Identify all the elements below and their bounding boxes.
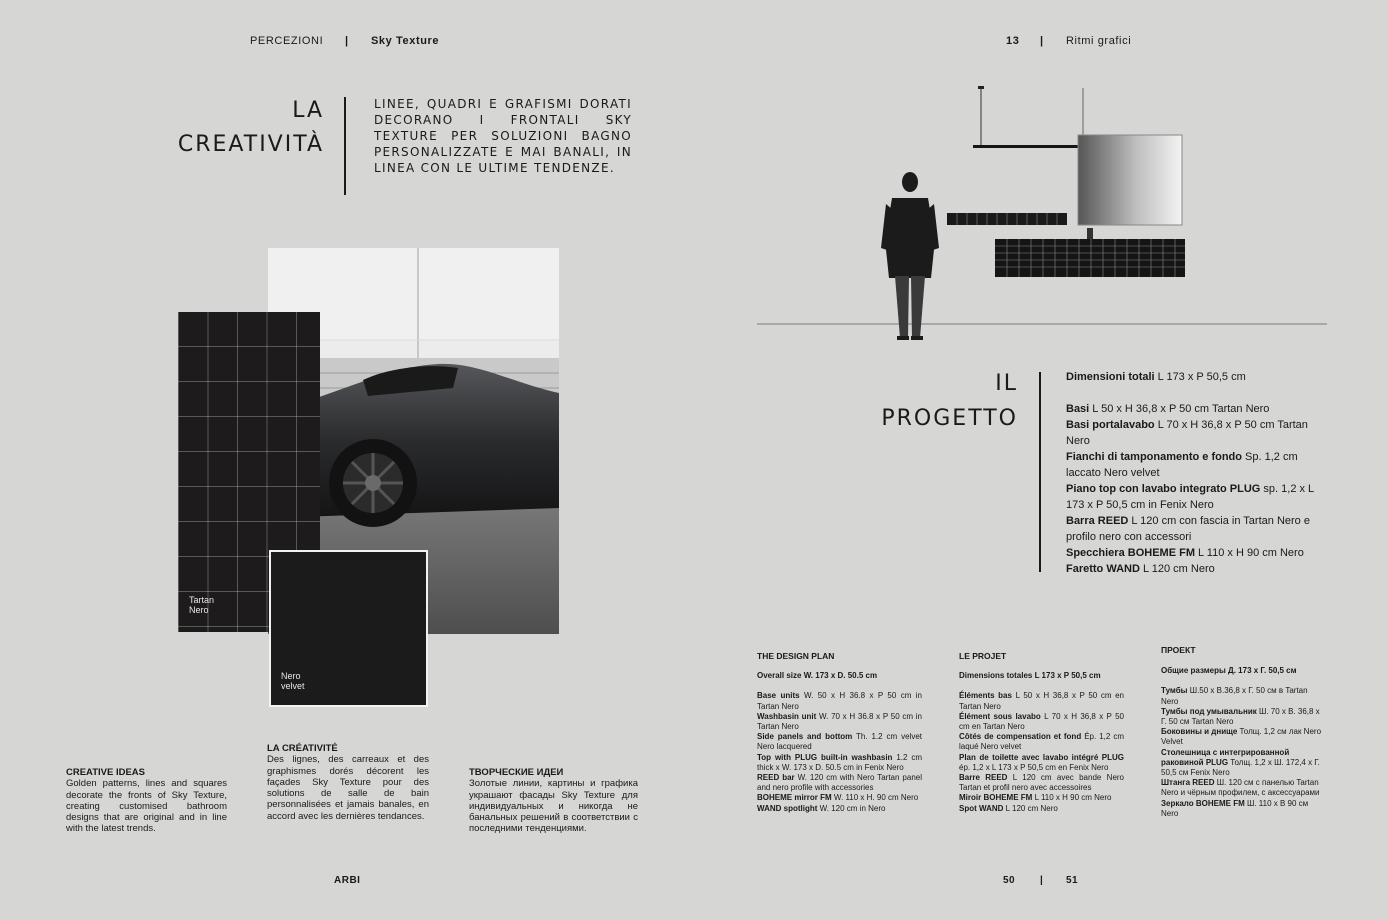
spec-item-5: Barra REED L 120 cm con fascia in Tartan Nero e profilo nero con accessori: [1066, 515, 1310, 543]
design-plan-en-item: Base units W. 50 x H 36.8 x P 50 cm in Tartan Nero: [757, 691, 922, 711]
spec-item-2: Basi portalavabo L 70 x H 36,8 x P 50 cm Tartan Nero: [1066, 419, 1308, 447]
projet-fr-heading: LE PROJET: [959, 651, 1007, 661]
header-title-right: Ritmi grafici: [1066, 35, 1132, 47]
footer-page-right: 51: [1066, 875, 1079, 886]
header-separator: |: [345, 35, 349, 47]
project-divider: [1039, 372, 1041, 572]
person-silhouette: [881, 172, 939, 340]
creativite-fr-text: Des lignes, des carreaux et des graphismes dorés décorent les façades Sky Texture pour des solutions de salle de bain personnalisées et jamais banales, en accord avec les dernières tendances.: [267, 754, 429, 822]
design-plan-en-item: Side panels and bottom Th. 1.2 cm velvet Nero lacquered: [757, 732, 922, 752]
creativite-fr-heading: LA CRÉATIVITÉ: [267, 743, 338, 754]
creative-ideas-en-text: Golden patterns, lines and squares decorate the fronts of Sky Texture, creating customised bathroom designs that are original and in line with the latest trends.: [66, 778, 227, 835]
header-section: PERCEZIONI: [250, 35, 324, 47]
swatch-velvet-label: Nero velvet: [281, 671, 305, 691]
boheme-mirror: [1078, 135, 1182, 225]
header-separator-right: |: [1040, 35, 1044, 47]
design-plan-en: [757, 651, 922, 814]
projet-fr-item: Élément sous lavabo L 70 x H 36,8 x P 50 cm en Tartan Nero: [959, 711, 1124, 732]
proekt-ru-item: Боковины и днище Толщ. 1,2 см лак Nero Velvet: [1161, 727, 1322, 747]
swatch-nero-velvet: [269, 550, 428, 707]
proekt-ru-item: Зеркало BOHEME FM Ш. 110 x В 90 см Nero: [1161, 798, 1309, 818]
creative-ideas-ru-text: Золотые линии, картины и графика украшают фасады Sky Texture для индивидуальных и никогда не банальных решений в соответствии с последними тенденциями.: [469, 778, 638, 835]
projet-fr: [959, 651, 1124, 814]
proekt-ru-item: Тумбы под умывальник Ш. 70 x В. 36,8 x Г. 50 см Tartan Nero: [1161, 706, 1320, 727]
design-plan-en-item: Top with PLUG built-in washbasin 1.2 cm thick x W. 173 x D. 50.5 cm in Fenix Nero: [757, 752, 922, 772]
design-plan-en-heading: THE DESIGN PLAN: [757, 651, 835, 661]
project-specs: [1066, 369, 1328, 577]
spec-item-4: Piano top con lavabo integrato PLUG sp. 1,2 x L 173 x P 50,5 cm in Fenix Nero: [1066, 483, 1314, 511]
projet-fr-item: Barre REED L 120 cm avec bande Nero Tartan et profil nero avec accessoires: [959, 773, 1124, 793]
projet-fr-item: Éléments bas L 50 x H 36,8 x P 50 cm en Tartan Nero: [959, 691, 1125, 711]
footer-page-left: 50: [1003, 875, 1016, 886]
projet-fr-item: Côtés de compensation et fond Ép. 1,2 cm laqué Nero velvet: [959, 732, 1124, 752]
page-title: [120, 94, 324, 162]
wand-spotlight: [973, 145, 1091, 148]
creative-ideas-ru: [469, 767, 638, 835]
creative-ideas-en: [66, 767, 227, 835]
project-title-line1: IL: [995, 371, 1018, 396]
header-title: Sky Texture: [371, 35, 440, 47]
proekt-ru-heading: ПРОЕКТ: [1161, 645, 1196, 655]
design-plan-en-item: WAND spotlight W. 120 cm in Nero: [757, 803, 886, 813]
design-plan-en-item: Washbasin unit W. 70 x H 36.8 x P 50 cm in Tartan Nero: [757, 711, 922, 732]
projet-fr-item: Miroir BOHEME FM L 110 x H 90 cm Nero: [959, 793, 1112, 803]
proekt-ru-item: Штанга REED Ш. 120 см с панелью Tartan Nero и чёрным профилем, с аксессуарами: [1161, 778, 1320, 798]
proekt-ru-item: Столешница с интегрированной раковиной PLUG Толщ. 1,2 x Ш. 172,4 x Г. 50,5 см Fenix Nero: [1161, 747, 1320, 778]
footer-brand: ARBI: [334, 875, 361, 886]
title-divider: [344, 97, 346, 195]
proekt-ru-overall: Общие размеры Д. 173 x Г. 50,5 см: [1161, 666, 1297, 676]
spec-item-7: Faretto WAND L 120 cm Nero: [1066, 563, 1215, 575]
proekt-ru: [1161, 645, 1323, 819]
creativite-fr: [267, 743, 429, 822]
furniture-illustration: [757, 80, 1327, 350]
design-plan-en-item: REED bar W. 120 cm with Nero Tartan panel and nero profile with accessories: [757, 773, 922, 793]
page-title-line1: LA: [292, 98, 324, 123]
projet-fr-item: Plan de toilette avec lavabo intégré PLUG ép. 1,2 x L 173 x P 50,5 cm en Fenix Nero: [959, 752, 1124, 772]
footer-separator: |: [1040, 875, 1044, 886]
page-title-line2: CREATIVITÀ: [177, 132, 324, 157]
projet-fr-item: Spot WAND L 120 cm Nero: [959, 803, 1058, 813]
design-plan-en-overall: Overall size W. 173 x D. 50.5 cm: [757, 671, 878, 681]
swatch-tartan-label: Tartan Nero: [189, 595, 215, 615]
design-plan-en-item: BOHEME mirror FM W. 110 x H. 90 cm Nero: [757, 793, 919, 803]
project-title-line2: PROGETTO: [881, 406, 1018, 431]
header-page-number: 13: [1006, 35, 1020, 47]
proekt-ru-item: Тумбы Ш.50 x В.36,8 x Г. 50 см в Tartan Nero: [1161, 686, 1308, 706]
spotlight-mount: [978, 86, 984, 89]
spec-item-3: Fianchi di tamponamento e fondo Sp. 1,2 cm laccato Nero velvet: [1066, 451, 1298, 479]
washbasin-unit: [995, 228, 1185, 277]
spec-item-0: Dimensioni totali L 173 x P 50,5 cm: [1066, 371, 1246, 383]
reed-bar: [947, 213, 1067, 225]
projet-fr-overall: Dimensions totales L 173 x P 50,5 cm: [959, 671, 1101, 681]
spec-item-1: Basi L 50 x H 36,8 x P 50 cm Tartan Nero: [1066, 403, 1270, 415]
spec-item-6: Specchiera BOHEME FM L 110 x H 90 cm Nero: [1066, 547, 1304, 559]
creative-ideas-ru-heading: ТВОРЧЕСКИЕ ИДЕИ: [469, 767, 564, 778]
intro-text: LINEE, QUADRI E GRAFISMI DORATI DECORANO I FRONTALI SKY TEXTURE PER SOLUZIONI BAGNO PERSONALIZZATE E MAI BANALI, IN LINEA CON LE ULTIME TENDENZE.: [374, 97, 632, 175]
creative-ideas-en-heading: CREATIVE IDEAS: [66, 767, 146, 778]
project-title: [828, 366, 1018, 436]
